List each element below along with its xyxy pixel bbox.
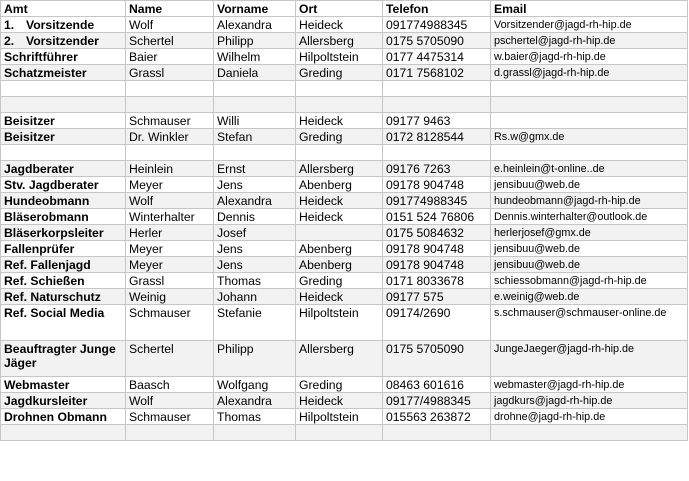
cell-name: Dr. Winkler bbox=[126, 129, 214, 145]
cell-ort: Greding bbox=[296, 129, 383, 145]
cell-amt: Fallenprüfer bbox=[1, 241, 126, 257]
table-row bbox=[1, 341, 688, 377]
cell-amt: Bläserobmann bbox=[1, 209, 126, 225]
cell-telefon: 0151 524 76806 bbox=[383, 209, 491, 225]
cell-email: e.heinlein@t-online..de bbox=[491, 161, 688, 177]
cell-ort: Allersberg bbox=[296, 161, 383, 177]
cell-vorname: Alexandra bbox=[214, 393, 296, 409]
cell-email bbox=[491, 81, 688, 97]
cell-ort bbox=[296, 225, 383, 241]
cell-email: e.weinig@web.de bbox=[491, 289, 688, 305]
cell-vorname: Philipp bbox=[214, 341, 296, 377]
cell-amt bbox=[1, 81, 126, 97]
cell-ort: Greding bbox=[296, 273, 383, 289]
cell-telefon: 091774988345 bbox=[383, 17, 491, 33]
table-row bbox=[1, 49, 688, 65]
cell-telefon: 0175 5705090 bbox=[383, 341, 491, 377]
cell-email: s.schmauser@schmauser-online.de bbox=[491, 305, 688, 341]
table-row bbox=[1, 81, 688, 97]
table-row bbox=[1, 65, 688, 81]
column-header-vorname: Vorname bbox=[214, 1, 296, 17]
cell-name: Heinlein bbox=[126, 161, 214, 177]
cell-ort: Heideck bbox=[296, 193, 383, 209]
cell-vorname: Ernst bbox=[214, 161, 296, 177]
cell-telefon: 09178 904748 bbox=[383, 257, 491, 273]
cell-name: Baasch bbox=[126, 377, 214, 393]
cell-email: Rs.w@gmx.de bbox=[491, 129, 688, 145]
cell-ort: Abenberg bbox=[296, 177, 383, 193]
cell-ort: Heideck bbox=[296, 17, 383, 33]
cell-email: Vorsitzender@jagd-rh-hip.de bbox=[491, 17, 688, 33]
cell-amt: Beisitzer bbox=[1, 129, 126, 145]
cell-amt-number: 1. bbox=[4, 18, 15, 32]
header-row bbox=[1, 1, 688, 17]
cell-ort: Heideck bbox=[296, 289, 383, 305]
cell-name bbox=[126, 97, 214, 113]
cell-amt: Drohnen Obmann bbox=[1, 409, 126, 425]
cell-amt: Ref. Schießen bbox=[1, 273, 126, 289]
table-row bbox=[1, 425, 688, 441]
column-header-telefon: Telefon bbox=[383, 1, 491, 17]
table-row bbox=[1, 145, 688, 161]
cell-telefon: 0171 7568102 bbox=[383, 65, 491, 81]
cell-amt: Ref. Fallenjagd bbox=[1, 257, 126, 273]
cell-name: Grassl bbox=[126, 65, 214, 81]
cell-vorname: Wolfgang bbox=[214, 377, 296, 393]
cell-vorname: Alexandra bbox=[214, 193, 296, 209]
cell-amt: Jagdkursleiter bbox=[1, 393, 126, 409]
cell-email: JungeJaeger@jagd-rh-hip.de bbox=[491, 341, 688, 377]
cell-amt: Beauftragter Junge Jäger bbox=[1, 341, 126, 377]
table-row bbox=[1, 257, 688, 273]
cell-telefon bbox=[383, 145, 491, 161]
cell-vorname: Willi bbox=[214, 113, 296, 129]
cell-ort bbox=[296, 145, 383, 161]
cell-ort: Greding bbox=[296, 377, 383, 393]
cell-telefon: 0175 5084632 bbox=[383, 225, 491, 241]
cell-vorname: Jens bbox=[214, 257, 296, 273]
cell-email: Dennis.winterhalter@outlook.de bbox=[491, 209, 688, 225]
cell-vorname: Johann bbox=[214, 289, 296, 305]
cell-telefon bbox=[383, 97, 491, 113]
cell-amt: Hundeobmann bbox=[1, 193, 126, 209]
cell-email: pschertel@jagd-rh-hip.de bbox=[491, 33, 688, 49]
cell-amt: Jagdberater bbox=[1, 161, 126, 177]
cell-amt-label: Vorsitzende bbox=[26, 18, 95, 32]
table-row bbox=[1, 193, 688, 209]
cell-ort: Heideck bbox=[296, 113, 383, 129]
cell-name: Weinig bbox=[126, 289, 214, 305]
cell-ort: Abenberg bbox=[296, 257, 383, 273]
table-row bbox=[1, 305, 688, 341]
cell-vorname: Jens bbox=[214, 177, 296, 193]
cell-vorname: Philipp bbox=[214, 33, 296, 49]
cell-amt: Ref. Social Media bbox=[1, 305, 126, 341]
table-row bbox=[1, 393, 688, 409]
cell-name: Schertel bbox=[126, 33, 214, 49]
cell-email: jensibuu@web.de bbox=[491, 177, 688, 193]
cell-telefon bbox=[383, 425, 491, 441]
cell-name bbox=[126, 425, 214, 441]
cell-telefon: 0171 8033678 bbox=[383, 273, 491, 289]
cell-email: webmaster@jagd-rh-hip.de bbox=[491, 377, 688, 393]
table-row bbox=[1, 377, 688, 393]
cell-telefon: 08463 601616 bbox=[383, 377, 491, 393]
cell-vorname bbox=[214, 81, 296, 97]
table-row bbox=[1, 17, 688, 33]
cell-email: jensibuu@web.de bbox=[491, 257, 688, 273]
cell-ort: Allersberg bbox=[296, 33, 383, 49]
cell-email: herlerjosef@gmx.de bbox=[491, 225, 688, 241]
cell-vorname: Josef bbox=[214, 225, 296, 241]
cell-ort: Hilpoltstein bbox=[296, 305, 383, 341]
cell-telefon: 091774988345 bbox=[383, 193, 491, 209]
table-row bbox=[1, 97, 688, 113]
cell-name bbox=[126, 145, 214, 161]
table-row bbox=[1, 241, 688, 257]
table-row bbox=[1, 161, 688, 177]
column-header-amt: Amt bbox=[1, 1, 126, 17]
cell-ort bbox=[296, 425, 383, 441]
cell-email bbox=[491, 145, 688, 161]
cell-email bbox=[491, 425, 688, 441]
cell-telefon: 015563 263872 bbox=[383, 409, 491, 425]
cell-name: Schmauser bbox=[126, 409, 214, 425]
cell-name: Meyer bbox=[126, 177, 214, 193]
cell-name: Grassl bbox=[126, 273, 214, 289]
table-row bbox=[1, 33, 688, 49]
cell-telefon: 0177 4475314 bbox=[383, 49, 491, 65]
cell-email: drohne@jagd-rh-hip.de bbox=[491, 409, 688, 425]
cell-name: Wolf bbox=[126, 17, 214, 33]
table-body bbox=[1, 17, 688, 441]
cell-vorname: Alexandra bbox=[214, 17, 296, 33]
cell-vorname: Stefanie bbox=[214, 305, 296, 341]
cell-vorname: Jens bbox=[214, 241, 296, 257]
cell-email: d.grassl@jagd-rh-hip.de bbox=[491, 65, 688, 81]
cell-ort: Hilpoltstein bbox=[296, 409, 383, 425]
cell-name: Herler bbox=[126, 225, 214, 241]
cell-vorname: Stefan bbox=[214, 129, 296, 145]
table-row bbox=[1, 273, 688, 289]
cell-name: Winterhalter bbox=[126, 209, 214, 225]
cell-email: hundeobmann@jagd-rh-hip.de bbox=[491, 193, 688, 209]
cell-telefon: 09177 575 bbox=[383, 289, 491, 305]
cell-name: Schmauser bbox=[126, 305, 214, 341]
cell-telefon: 0175 5705090 bbox=[383, 33, 491, 49]
cell-ort: Abenberg bbox=[296, 241, 383, 257]
cell-email bbox=[491, 113, 688, 129]
column-header-email: Email bbox=[491, 1, 688, 17]
cell-telefon bbox=[383, 81, 491, 97]
cell-amt: Schriftführer bbox=[1, 49, 126, 65]
cell-amt: Webmaster bbox=[1, 377, 126, 393]
cell-vorname bbox=[214, 145, 296, 161]
table-row bbox=[1, 129, 688, 145]
table-row bbox=[1, 225, 688, 241]
cell-vorname: Thomas bbox=[214, 409, 296, 425]
table-row bbox=[1, 177, 688, 193]
cell-ort: Greding bbox=[296, 65, 383, 81]
cell-email: w.baier@jagd-rh-hip.de bbox=[491, 49, 688, 65]
cell-ort bbox=[296, 81, 383, 97]
cell-name bbox=[126, 81, 214, 97]
cell-vorname: Thomas bbox=[214, 273, 296, 289]
cell-amt bbox=[1, 425, 126, 441]
cell-vorname bbox=[214, 425, 296, 441]
table-row bbox=[1, 409, 688, 425]
cell-amt: Schatzmeister bbox=[1, 65, 126, 81]
cell-email: jensibuu@web.de bbox=[491, 241, 688, 257]
cell-amt bbox=[1, 17, 126, 33]
cell-email: jagdkurs@jagd-rh-hip.de bbox=[491, 393, 688, 409]
cell-telefon: 0172 8128544 bbox=[383, 129, 491, 145]
cell-amt-number: 2. bbox=[4, 34, 15, 48]
cell-ort: Heideck bbox=[296, 209, 383, 225]
cell-amt: Bläserkorpsleiter bbox=[1, 225, 126, 241]
cell-ort: Hilpoltstein bbox=[296, 49, 383, 65]
cell-name: Wolf bbox=[126, 193, 214, 209]
cell-email: schiessobmann@jagd-rh-hip.de bbox=[491, 273, 688, 289]
cell-telefon: 09177/4988345 bbox=[383, 393, 491, 409]
column-header-name: Name bbox=[126, 1, 214, 17]
cell-name: Schertel bbox=[126, 341, 214, 377]
cell-amt bbox=[1, 33, 126, 49]
cell-ort: Heideck bbox=[296, 393, 383, 409]
table-row bbox=[1, 209, 688, 225]
cell-name: Wolf bbox=[126, 393, 214, 409]
cell-amt bbox=[1, 97, 126, 113]
cell-vorname: Dennis bbox=[214, 209, 296, 225]
cell-amt: Ref. Naturschutz bbox=[1, 289, 126, 305]
cell-amt-label: Vorsitzender bbox=[26, 34, 99, 48]
table-row bbox=[1, 289, 688, 305]
cell-telefon: 09177 9463 bbox=[383, 113, 491, 129]
cell-name: Meyer bbox=[126, 257, 214, 273]
table-row bbox=[1, 113, 688, 129]
cell-vorname: Daniela bbox=[214, 65, 296, 81]
cell-telefon: 09178 904748 bbox=[383, 241, 491, 257]
cell-telefon: 09176 7263 bbox=[383, 161, 491, 177]
cell-vorname: Wilhelm bbox=[214, 49, 296, 65]
cell-amt bbox=[1, 145, 126, 161]
cell-amt: Stv. Jagdberater bbox=[1, 177, 126, 193]
cell-email bbox=[491, 97, 688, 113]
cell-vorname bbox=[214, 97, 296, 113]
cell-telefon: 09178 904748 bbox=[383, 177, 491, 193]
cell-name: Meyer bbox=[126, 241, 214, 257]
cell-telefon: 09174/2690 bbox=[383, 305, 491, 341]
cell-ort: Allersberg bbox=[296, 341, 383, 377]
cell-name: Baier bbox=[126, 49, 214, 65]
cell-ort bbox=[296, 97, 383, 113]
cell-amt: Beisitzer bbox=[1, 113, 126, 129]
column-header-ort: Ort bbox=[296, 1, 383, 17]
cell-name: Schmauser bbox=[126, 113, 214, 129]
